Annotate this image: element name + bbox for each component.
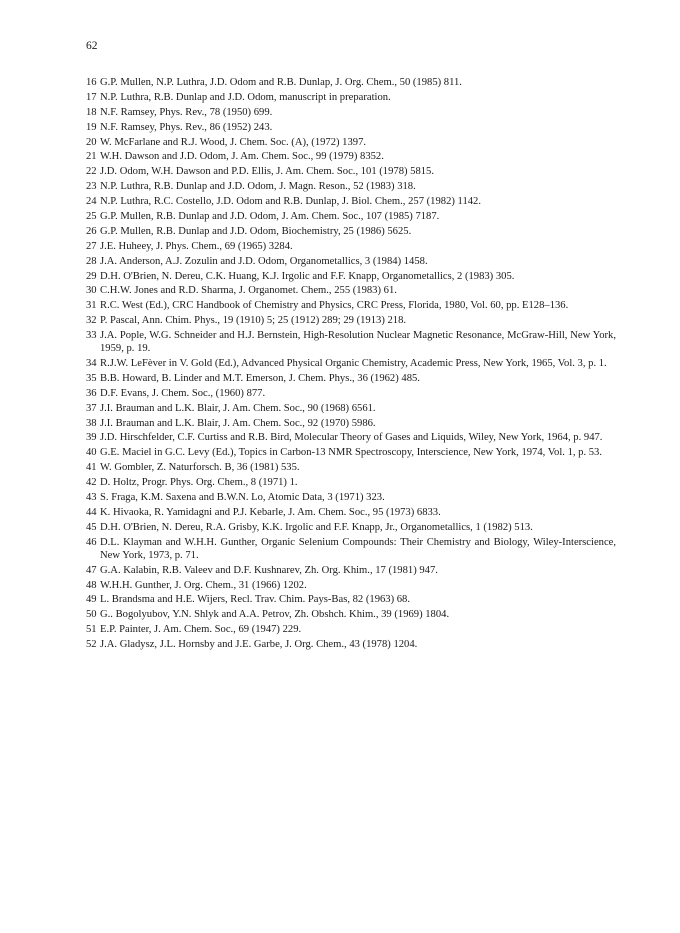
reference-number: 41 [86, 462, 97, 474]
reference-item [86, 314, 616, 327]
reference-item [86, 76, 616, 89]
reference-item [86, 270, 616, 283]
reference-item [86, 417, 616, 430]
reference-number: 40 [86, 447, 97, 459]
reference-text: D.F. Evans, J. Chem. Soc., (1960) 877. [100, 387, 266, 399]
reference-number: 52 [86, 639, 97, 651]
reference-text: D.H. O'Brien, N. Dereu, C.K. Huang, K.J. Irgolic and F.F. Knapp, Organometallics, 2 (1983) 305. [100, 270, 515, 282]
reference-text: N.F. Ramsey, Phys. Rev., 86 (1952) 243. [100, 121, 273, 133]
reference-text: N.P. Luthra, R.C. Costello, J.D. Odom and R.B. Dunlap, J. Biol. Chem., 257 (1982) 1142. [100, 196, 481, 208]
reference-text: D. Holtz, Progr. Phys. Org. Chem., 8 (1971) 1. [100, 477, 298, 489]
reference-text: E.P. Painter, J. Am. Chem. Soc., 69 (1947) 229. [100, 624, 302, 636]
reference-item [86, 240, 616, 253]
reference-number: 16 [86, 77, 97, 88]
reference-item [86, 623, 616, 636]
reference-item [86, 506, 616, 519]
page-number: 62 [86, 40, 98, 52]
reference-text: J.D. Hirschfelder, C.F. Curtiss and R.B. Bird, Molecular Theory of Gases and Liquids, Wiley, New York, 1964, p. 947. [100, 432, 603, 444]
reference-text: N.P. Luthra, R.B. Dunlap and J.D. Odom, manuscript in preparation. [100, 91, 391, 103]
reference-number: 36 [86, 387, 97, 399]
reference-number: 25 [86, 211, 97, 223]
reference-number: 33 [86, 330, 97, 342]
reference-text: G.P. Mullen, R.B. Dunlap and J.D. Odom, J. Am. Chem. Soc., 107 (1985) 7187. [100, 211, 440, 223]
reference-text: P. Pascal, Ann. Chim. Phys., 19 (1910) 5; 25 (1912) 289; 29 (1913) 218. [100, 315, 407, 327]
reference-item [86, 638, 616, 651]
reference-text: W.H. Dawson and J.D. Odom, J. Am. Chem. Soc., 99 (1979) 8352. [100, 151, 384, 163]
reference-item [86, 357, 616, 370]
reference-item [86, 446, 616, 459]
reference-number: 26 [86, 225, 97, 237]
reference-number: 45 [86, 521, 97, 533]
reference-item [86, 402, 616, 415]
reference-number: 38 [86, 417, 97, 429]
reference-number: 34 [86, 358, 97, 370]
reference-number: 48 [86, 579, 97, 591]
reference-text: C.H.W. Jones and R.D. Sharma, J. Organomet. Chem., 255 (1983) 61. [100, 285, 397, 297]
reference-number: 29 [86, 270, 97, 282]
reference-number: 44 [86, 506, 97, 518]
reference-number: 18 [86, 106, 97, 118]
reference-number: 42 [86, 477, 97, 489]
reference-number: 32 [86, 315, 97, 327]
reference-item [86, 593, 616, 606]
reference-number: 28 [86, 255, 97, 267]
reference-text: J.A. Anderson, A.J. Zozulin and J.D. Odom, Organometallics, 3 (1984) 1458. [100, 255, 428, 267]
reference-text: J.I. Brauman and L.K. Blair, J. Am. Chem. Soc., 92 (1970) 5986. [100, 417, 376, 429]
reference-text: W. McFarlane and R.J. Wood, J. Chem. Soc. (A), (1972) 1397. [100, 136, 367, 148]
reference-text: J.A. Gladysz, J.L. Hornsby and J.E. Garbe, J. Org. Chem., 43 (1978) 1204. [100, 639, 418, 651]
reference-number: 27 [86, 240, 97, 252]
reference-item [86, 150, 616, 163]
reference-item [86, 106, 616, 119]
reference-text: G.A. Kalabin, R.B. Valeev and D.F. Kushnarev, Zh. Org. Khim., 17 (1981) 947. [100, 564, 438, 576]
reference-item [86, 165, 616, 178]
reference-item [86, 491, 616, 504]
reference-number: 51 [86, 624, 97, 636]
reference-item [86, 372, 616, 385]
reference-text: J.A. Pople, W.G. Schneider and H.J. Bernstein, High-Resolution Nuclear Magnetic Resonance, McGraw-Hill, New York, 1959, p. 19. [100, 330, 616, 355]
reference-number: 19 [86, 121, 97, 133]
reference-number: 31 [86, 300, 97, 312]
reference-item [86, 608, 616, 621]
reference-number: 22 [86, 166, 97, 178]
reference-item [86, 521, 616, 534]
reference-text: W. Gombler, Z. Naturforsch. B, 36 (1981) 535. [100, 462, 300, 474]
reference-item [86, 536, 616, 562]
reference-item [86, 564, 616, 577]
reference-text: D.H. O'Brien, N. Dereu, R.A. Grisby, K.K. Irgolic and F.F. Knapp, Jr., Organometallics, 1 (1982) 513. [100, 521, 533, 533]
reference-text: N.F. Ramsey, Phys. Rev., 78 (1950) 699. [100, 106, 273, 118]
reference-item [86, 476, 616, 489]
reference-text: G.. Bogolyubov, Y.N. Shlyk and A.A. Petrov, Zh. Obshch. Khim., 39 (1969) 1804. [100, 609, 450, 621]
reference-number: 46 [86, 536, 97, 548]
reference-text: J.D. Odom, W.H. Dawson and P.D. Ellis, J. Am. Chem. Soc., 101 (1978) 5815. [100, 166, 435, 178]
reference-text: G.E. Maciel in G.C. Levy (Ed.), Topics in Carbon-13 NMR Spectroscopy, Interscience, New York, 1974, Vol. 1, p. 53. [100, 447, 603, 459]
reference-number: 24 [86, 196, 97, 208]
reference-number: 49 [86, 594, 97, 606]
reference-text: W.H.H. Gunther, J. Org. Chem., 31 (1966) 1202. [100, 579, 307, 591]
reference-text: R.C. West (Ed.), CRC Handbook of Chemistry and Physics, CRC Press, Florida, 1980, Vol. 60, pp. E128–136. [100, 300, 569, 312]
reference-item [86, 225, 616, 238]
reference-text: L. Brandsma and H.E. Wijers, Recl. Trav. Chim. Pays-Bas, 82 (1963) 68. [100, 594, 411, 606]
reference-item [86, 210, 616, 223]
reference-number: 21 [86, 151, 97, 163]
reference-text: K. Hivaoka, R. Yamidagni and P.J. Kebarle, J. Am. Chem. Soc., 95 (1973) 6833. [100, 506, 441, 518]
reference-text: B.B. Howard, B. Linder and M.T. Emerson, J. Chem. Phys., 36 (1962) 485. [100, 372, 420, 384]
reference-item [86, 91, 616, 104]
reference-list [86, 76, 616, 653]
reference-item [86, 387, 616, 400]
reference-number: 17 [86, 91, 97, 103]
reference-text: J.E. Huheey, J. Phys. Chem., 69 (1965) 3284. [100, 240, 293, 252]
reference-number: 37 [86, 402, 97, 414]
reference-item [86, 136, 616, 149]
reference-item [86, 329, 616, 355]
reference-text: G.P. Mullen, N.P. Luthra, J.D. Odom and R.B. Dunlap, J. Org. Chem., 50 (1985) 811. [100, 77, 462, 88]
reference-number: 47 [86, 564, 97, 576]
reference-number: 50 [86, 609, 97, 621]
reference-item [86, 255, 616, 268]
reference-text: N.P. Luthra, R.B. Dunlap and J.D. Odom, J. Magn. Reson., 52 (1983) 318. [100, 181, 416, 193]
reference-item [86, 461, 616, 474]
reference-item [86, 195, 616, 208]
reference-text: J.I. Brauman and L.K. Blair, J. Am. Chem. Soc., 90 (1968) 6561. [100, 402, 376, 414]
reference-item [86, 180, 616, 193]
reference-number: 43 [86, 492, 97, 504]
reference-number: 23 [86, 181, 97, 193]
reference-text: R.J.W. LeFèver in V. Gold (Ed.), Advanced Physical Organic Chemistry, Academic Press, New York, 1965, Vol. 3, p. 1. [100, 358, 607, 370]
reference-text: S. Fraga, K.M. Saxena and B.W.N. Lo, Atomic Data, 3 (1971) 323. [100, 492, 385, 504]
reference-item [86, 431, 616, 444]
reference-item [86, 284, 616, 297]
reference-number: 30 [86, 285, 97, 297]
reference-number: 35 [86, 372, 97, 384]
reference-item [86, 121, 616, 134]
reference-number: 20 [86, 136, 97, 148]
reference-number: 39 [86, 432, 97, 444]
reference-text: G.P. Mullen, R.B. Dunlap and J.D. Odom, Biochemistry, 25 (1986) 5625. [100, 225, 412, 237]
reference-item [86, 299, 616, 312]
reference-text: D.L. Klayman and W.H.H. Gunther, Organic Selenium Compounds: Their Chemistry and Biology, Wiley-Interscience, New York, 1973, p. 71. [100, 536, 616, 561]
reference-item [86, 579, 616, 592]
